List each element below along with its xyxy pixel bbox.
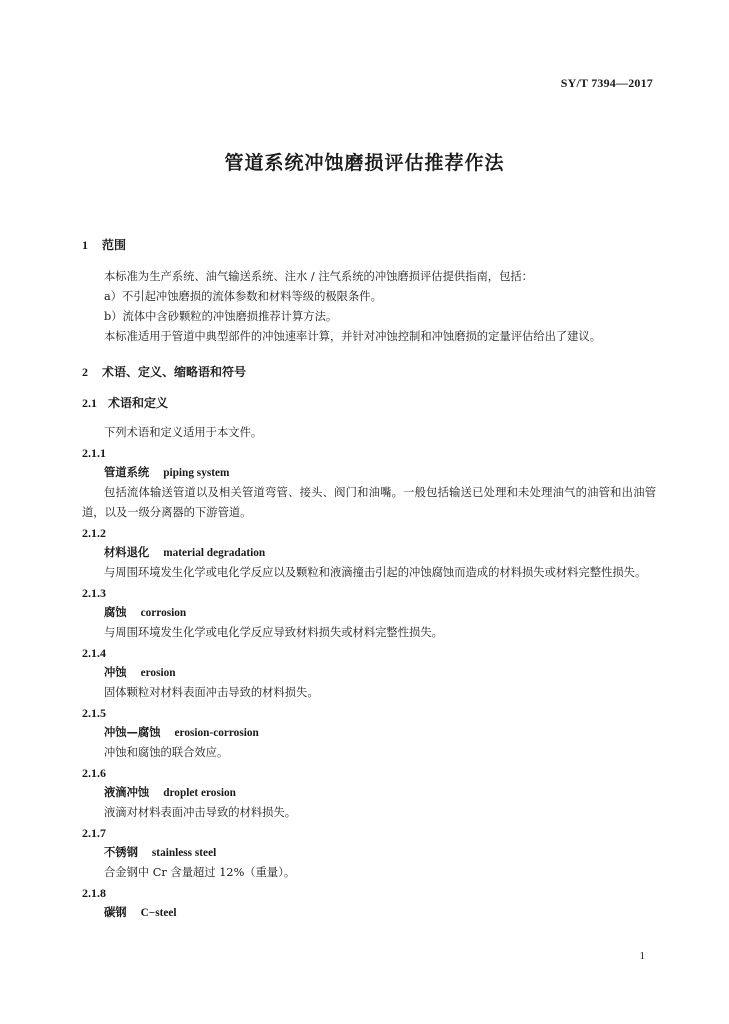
term-heading	[82, 463, 656, 483]
term-number: 2.1.8	[82, 886, 106, 900]
section-2	[82, 363, 656, 923]
term-entry	[82, 823, 656, 883]
page-number: 1	[639, 950, 645, 962]
term-number: 2.1.5	[82, 706, 106, 720]
term-en: piping system	[163, 467, 230, 479]
term-heading	[82, 843, 656, 863]
list-item: b）流体中含砂颗粒的冲蚀磨损推荐计算方法。	[104, 310, 338, 323]
term-number: 2.1.7	[82, 826, 106, 840]
term-en: C−steel	[140, 907, 177, 919]
term-zh: 碳钢	[104, 906, 127, 919]
section-heading	[82, 363, 656, 380]
term-entry	[82, 523, 656, 583]
term-heading	[82, 903, 656, 923]
term-zh: 不锈钢	[104, 846, 138, 859]
term-definition: 与周围环境发生化学或电化学反应导致材料损失或材料完整性损失。	[104, 626, 443, 639]
subsection-number: 2.1	[82, 396, 97, 410]
term-definition: 固体颗粒对材料表面冲击导致的材料损失。	[104, 686, 319, 699]
term-en: stainless steel	[151, 847, 217, 859]
term-number: 2.1.4	[82, 646, 106, 660]
term-heading	[82, 603, 656, 623]
section-heading	[82, 236, 656, 253]
term-entry	[82, 443, 656, 523]
term-number: 2.1.1	[82, 446, 106, 460]
term-heading	[82, 783, 656, 803]
document-title: 管道系统冲蚀磨损评估推荐作法	[224, 152, 505, 174]
term-number: 2.1.6	[82, 766, 106, 780]
term-definition: 合金钢中 Cr 含量超过 12%（重量）。	[104, 866, 296, 879]
term-zh: 腐蚀	[104, 606, 127, 619]
subsection-title: 术语和定义	[108, 396, 169, 410]
term-definition: 液滴对材料表面冲击导致的材料损失。	[104, 806, 297, 819]
term-entry	[82, 643, 656, 703]
section-1	[82, 236, 656, 347]
term-en: droplet erosion	[163, 787, 236, 799]
term-entry	[82, 703, 656, 763]
term-definition: 包括流体输送管道以及相关管道弯管、接头、阀门和油嘴。一般包括输送已处理和未处理油气的油管和出油管道，以及一级分离器的下游管道。	[82, 486, 656, 519]
term-heading	[82, 543, 656, 563]
term-entry	[82, 883, 656, 923]
term-en: erosion-corrosion	[174, 727, 259, 739]
term-heading	[82, 663, 656, 683]
term-en: material degradation	[163, 547, 266, 559]
term-zh: 管道系统	[104, 466, 150, 479]
document-body	[82, 236, 656, 923]
term-zh: 冲蚀	[104, 666, 127, 679]
term-zh: 液滴冲蚀	[104, 786, 150, 799]
section-number: 2	[82, 365, 88, 379]
section-number: 1	[82, 238, 88, 252]
term-en: erosion	[140, 667, 176, 679]
term-number: 2.1.2	[82, 526, 106, 540]
term-number: 2.1.3	[82, 586, 106, 600]
standard-code: SY/T 7394—2017	[560, 76, 653, 90]
paragraph: 本标准为生产系统、油气输送系统、注水 / 注气系统的冲蚀磨损评估提供指南，包括：	[104, 270, 533, 283]
term-entry	[82, 583, 656, 643]
term-entry	[82, 763, 656, 823]
term-zh: 冲蚀—腐蚀	[104, 726, 161, 739]
term-en: corrosion	[140, 607, 187, 619]
subsection-heading	[82, 394, 656, 411]
list-item: a）不引起冲蚀磨损的流体参数和材料等级的极限条件。	[104, 290, 382, 303]
section-title: 范围	[102, 238, 127, 252]
paragraph: 本标准适用于管道中典型部件的冲蚀速率计算，并针对冲蚀控制和冲蚀磨损的定量评估给出了建议。	[104, 330, 602, 343]
paragraph: 下列术语和定义适用于本文件。	[104, 426, 263, 439]
term-definition: 与周围环境发生化学或电化学反应以及颗粒和液滴撞击引起的冲蚀腐蚀而造成的材料损失或材料完整性损失。	[104, 566, 647, 579]
term-definition: 冲蚀和腐蚀的联合效应。	[104, 746, 229, 759]
section-title: 术语、定义、缩略语和符号	[102, 365, 247, 379]
term-heading	[82, 723, 656, 743]
term-zh: 材料退化	[104, 546, 150, 559]
